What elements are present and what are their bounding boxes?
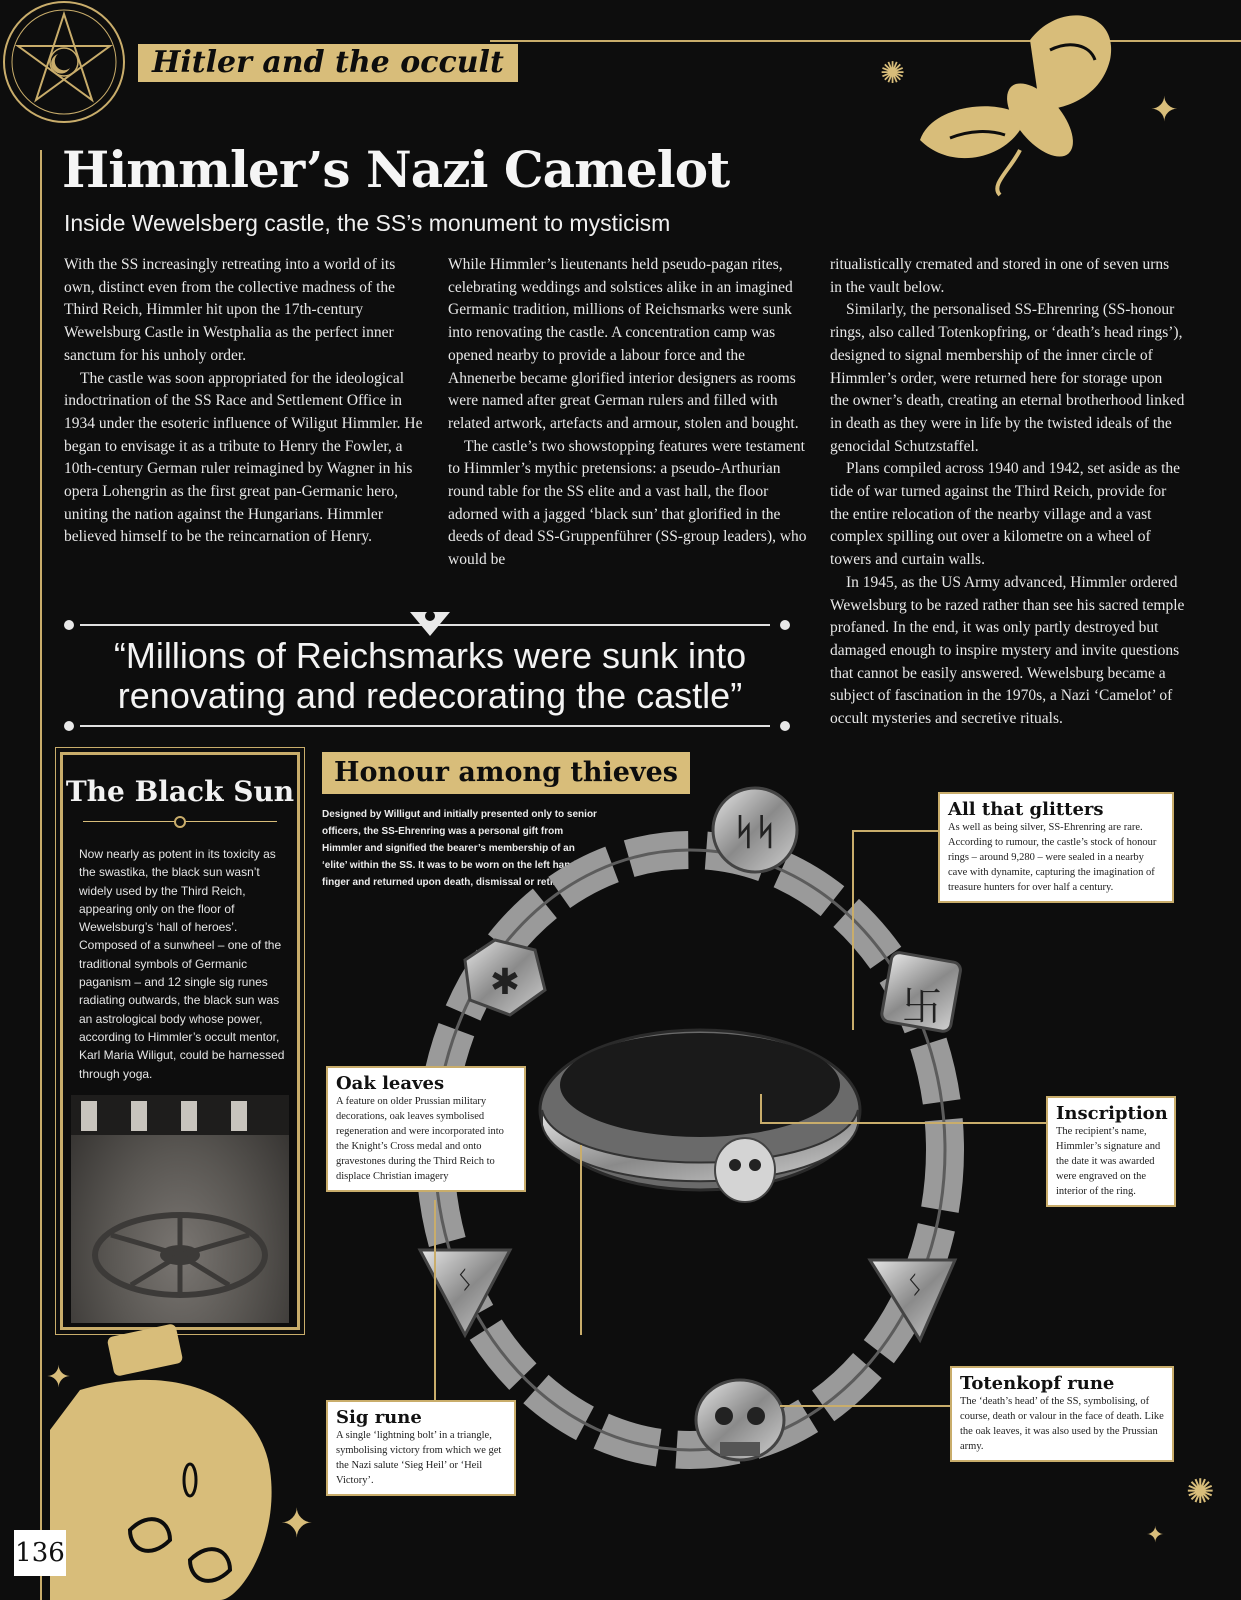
paragraph: In 1945, as the US Army advanced, Himmler ordered Wewelsburg to be razed rather than see his sacred temple profaned. In the end, it was only partly destroyed but damaged enough to inspire mystery and invite questions that cannot be easily answered. Wewelsburg became a subject of fascination in the 1970s, a Nazi ‘Camelot’ of occult mysteries and secretive rituals.	[830, 573, 1185, 728]
connector-line	[434, 1200, 436, 1410]
callout-sig-rune	[326, 1400, 516, 1496]
star-icon: ✦	[46, 1361, 72, 1394]
svg-text:卐: 卐	[902, 984, 942, 1030]
connector-line	[760, 1094, 762, 1124]
svg-text:ᛊ: ᛊ	[906, 1269, 924, 1302]
callout-text: As well as being silver, SS-Ehrenring are rare. According to rumour, the castle’s stock of honour rings – around 9,280 – were sealed in a nearby cave with dynamite, capturing the imagination of treasure hunters for over half a century.	[948, 822, 1157, 893]
quote-dot	[64, 721, 74, 731]
divider-ornament	[174, 816, 186, 828]
quote-dot	[780, 620, 790, 630]
callout-text: The ‘death’s head’ of the SS, symbolising, of course, death or valour in the face of death. Like the oak leaves, it was also used by the Prussian army.	[960, 1396, 1164, 1452]
moth-icon	[890, 0, 1150, 200]
paragraph: The castle’s two showstopping features were testament to Himmler’s mythic pretensions: a pseudo-Arthurian round table for the SS elite and a vast hall, the floor adorned with a jagged ‘black sun’ that glorified in the deeds of dead SS-Gruppenführer (SS-group leaders), who would be	[448, 437, 807, 569]
quote-dot	[780, 721, 790, 731]
honour-section-tag: Honour among thieves	[322, 752, 690, 794]
paragraph: Plans compiled across 1940 and 1942, set aside as the tide of war turned against the Third Reich, provide for the entire relocation of the nearby village and a vast complex spilling out over a kilometre on a wheel of towers and curtain walls.	[830, 460, 1181, 569]
callout-inscription	[1046, 1096, 1176, 1207]
star-icon: ✦	[280, 1501, 314, 1546]
connector-line	[760, 1122, 1054, 1124]
black-sun-title: The Black Sun	[65, 775, 295, 808]
star-icon: ✦	[1150, 92, 1179, 129]
callout-title: Sig rune	[336, 1407, 422, 1428]
callout-text: The recipient’s name, Himmler’s signature and the date it was awarded were engraved on the interior of the ring.	[1056, 1126, 1161, 1197]
connector-line	[852, 830, 854, 1030]
connector-line	[852, 830, 944, 832]
quote-dot	[64, 620, 74, 630]
callout-oak-leaves	[326, 1066, 526, 1192]
sparkle-icon: ✺	[880, 57, 906, 90]
page-subtitle: Inside Wewelsberg castle, the SS’s monument to mysticism	[64, 210, 671, 236]
connector-line	[780, 1405, 960, 1407]
pull-quote: “Millions of Reichsmarks were sunk into renovating and redecorating the castle”	[113, 635, 747, 716]
svg-text:ᛋᛋ: ᛋᛋ	[733, 812, 777, 853]
connector-line	[580, 1145, 582, 1335]
paragraph: The castle was soon appropriated for the ideological indoctrination of the SS Race and Settlement Office in 1934 under the esoteric influence of Wiligut Himmler. He began to envisage it as a tribute to Henry the Fowler, a 10th-century German ruler reimagined by Wagner in his opera Lohengrin as the first great pan-Germanic hero, uniting the nation against the Hungarians. Himmler believed himself to be the reincarnation of Henry.	[64, 369, 423, 546]
callout-totenkopf-rune	[950, 1366, 1174, 1462]
honour-intro-text: Designed by Willigut and initially presented only to senior officers, the SS-Ehrenring was a personal gift from Himmler and signified the bearer’s membership of an ‘elite’ within the SS. It was to be worn on the left hand ring finger and returned upon death, dismissal or retirement.	[322, 809, 599, 888]
body-column-2	[448, 254, 808, 572]
paragraph: Similarly, the personalised SS-Ehrenring (SS-honour rings, also called Totenkopfring, or ‘death’s head rings’), designed to signal membership of the inner circle of Himmler’s order, were returned here for storage upon the owner’s death, creating an eternal brotherhood linked in death as they were in life by the twisted ideals of the genocidal Schutzstaffel.	[830, 301, 1185, 455]
svg-text:ᛊ: ᛊ	[456, 1264, 474, 1297]
paragraph: ritualistically cremated and stored in one of seven urns in the vault below.	[830, 256, 1170, 296]
quote-rule-bottom	[80, 725, 770, 727]
callout-text: A single ‘lightning bolt’ in a triangle, symbolising victory from which we get the Nazi salute ‘Sieg Heil’ or ‘Heil Victory’.	[336, 1430, 502, 1486]
page-title: Himmler’s Nazi Camelot	[62, 140, 730, 199]
callout-title: Oak leaves	[336, 1073, 445, 1094]
sparkle-icon: ✺	[1186, 1474, 1215, 1511]
callout-text: A feature on older Prussian military decorations, oak leaves symbolised regeneration and were incorporated into the Knight’s Cross medal and onto gravestones during the Third Reich to displace Christian imagery	[336, 1096, 504, 1182]
section-tag: Hitler and the occult	[138, 44, 518, 82]
black-sun-floor-icon	[71, 1095, 289, 1323]
callout-title: All that glitters	[948, 799, 1104, 820]
callout-title: Totenkopf rune	[960, 1373, 1115, 1394]
body-column-3	[830, 254, 1185, 731]
callout-title: Inscription	[1056, 1103, 1168, 1124]
paragraph: While Himmler’s lieutenants held pseudo-pagan rites, celebrating weddings and solstices alike in an imagined Germanic tradition, millions of Reichsmarks were sunk into renovating the castle. A concentration camp was opened nearby to provide a labour force and the Ahnenerbe became glorified interior designers as rooms were named after great German rulers and filled with related artwork, artefacts and armour, stolen and bought.	[448, 256, 799, 432]
callout-all-that-glitters	[938, 792, 1174, 903]
body-column-1	[64, 254, 424, 549]
potion-bottle-icon	[40, 1320, 290, 1600]
star-icon: ✦	[1146, 1522, 1165, 1547]
black-sun-box	[60, 752, 300, 1330]
black-sun-text: Now nearly as potent in its toxicity as the swastika, the black sun wasn’t widely used by the Third Reich, appearing only on the floor of Wewelsburg’s ‘hall of heroes’. Composed of a sunwheel – one of the traditional symbols of Germanic paganism – and 12 single sig runes radiating outwards, the black sun was an astrological body whose power, according to Himmler’s occult mentor, Karl Maria Wiligut, could be harnessed through yoga.	[79, 847, 285, 1081]
hall-of-heroes-photo	[71, 1095, 289, 1323]
paragraph: With the SS increasingly retreating into a world of its own, distinct even from the collective madness of the Third Reich, Himmler hit upon the 17th-century Wewelsburg Castle in Westphalia as the perfect inner sanctum for his unholy order.	[64, 256, 396, 364]
page-number: 136	[14, 1530, 66, 1576]
svg-text:✱: ✱	[489, 962, 521, 1002]
pentagram-emblem-icon	[0, 0, 140, 140]
